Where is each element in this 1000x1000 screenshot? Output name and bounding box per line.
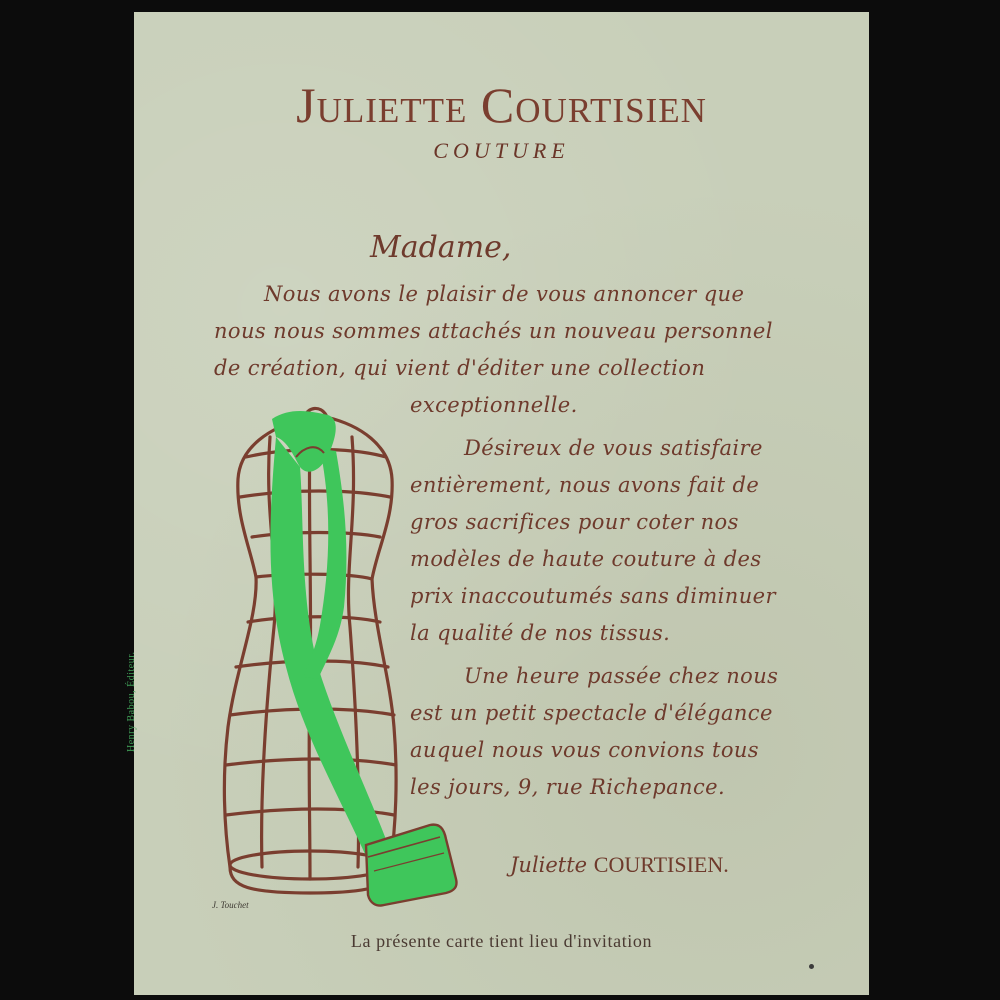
letter-line: modèles de haute couture à des (410, 547, 762, 571)
invitation-note: La présente carte tient lieu d'invitation (350, 931, 653, 951)
letter-line: Désireux de vous satisfaire (464, 436, 763, 460)
letter-line: nous nous sommes attachés un nouveau personnel (214, 319, 773, 343)
signature (510, 852, 729, 878)
paper-speck (809, 964, 814, 969)
artist-credit: J. Touchet (212, 900, 249, 910)
letter-line: est un petit spectacle d'élégance (410, 701, 773, 725)
letter-line: Nous avons le plaisir de vous annoncer que (264, 282, 745, 306)
letter-line: les jours, 9, rue Richepance. (410, 775, 726, 799)
page-title: Juliette Courtisien (296, 77, 707, 133)
letter-line: prix inaccoutumés sans diminuer (410, 584, 776, 608)
letter-line: entièrement, nous avons fait de (410, 473, 760, 497)
salutation: Madame, (370, 230, 512, 265)
letter-line: auquel nous vous convions tous (410, 738, 759, 762)
signature-last: COURTISIEN. (593, 852, 729, 877)
letter-line: de création, qui vient d'éditer une collection (214, 356, 706, 380)
letter-line: la qualité de nos tissus. (410, 621, 671, 645)
scarf-icon (270, 411, 396, 867)
letter-line: Une heure passée chez nous (464, 664, 779, 688)
letter-line: exceptionnelle. (410, 393, 578, 417)
letter-line: gros sacrifices pour coter nos (410, 510, 739, 534)
signature-first: Juliette (510, 853, 594, 877)
invitation-card (126, 12, 869, 995)
dress-form-icon (200, 397, 500, 907)
publisher-credit: Henry Babou, Éditeur. (126, 651, 137, 752)
page-subtitle: COUTURE (433, 138, 570, 163)
